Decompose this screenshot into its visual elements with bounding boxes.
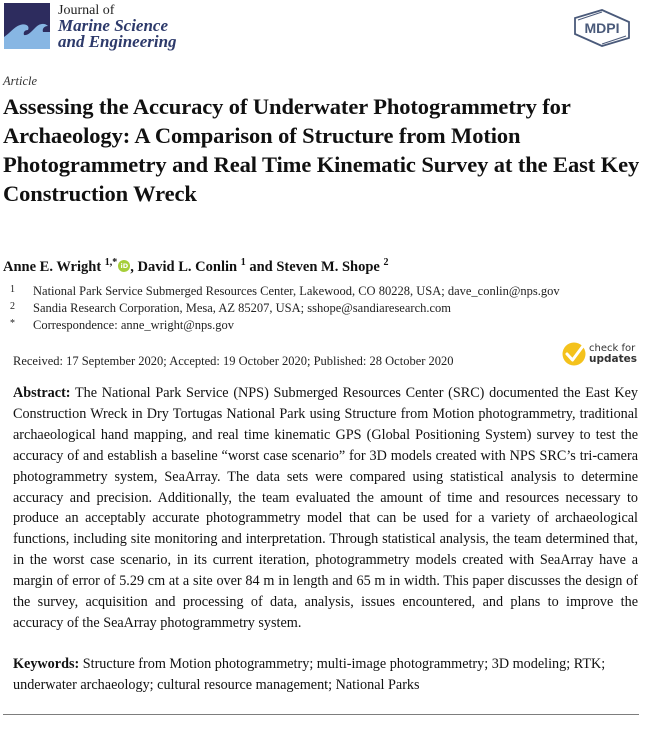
affiliation-item: [10, 300, 560, 317]
orcid-icon[interactable]: iD: [118, 260, 130, 272]
abstract-text: The National Park Service (NPS) Submerged Resources Center (SRC) documented the East Key Construction Wreck in Dry Tortugas National Park using Structure from Motion photogrammetry, traditional archaeological hand mapping, and real time kinematic GPS (Global Positioning System) survey to test the accuracy of and establish a baseline “worst case scenario” for 3D models created with NPS SRC’s tri-camera photogrammetry system, SeaArray. The data sets were compared using statistical analysis to determine accuracy and precision. Additionally, the team evaluated the amount of time and resources necessary to produce an acceptably accurate photogrammetry model that can be used for a variety of archaeological functions, including site monitoring and interpretation. Through statistical analysis, the team determined that, in the worst case scenario, in its current iteration, photogrammetry models created with SeaArray have a margin of error of 5.29 cm at a site over 84 m in length and 65 m in width. This paper discusses the design of the survey, acquisition and processing of data, analysis, issues encountered, and plans to improve the accuracy of the SeaArray photogrammetry system.: [13, 385, 639, 631]
journal-name-line3: and Engineering: [58, 32, 177, 51]
author-separator: ,: [130, 258, 138, 275]
check-for-updates-line1: check for: [589, 343, 636, 354]
publisher-logo: [572, 8, 632, 48]
journal-name-line1: Journal of: [58, 3, 115, 18]
affiliation-mark: 1: [10, 284, 15, 295]
author-affiliation-mark: 1,*: [104, 257, 118, 268]
author-separator: and: [245, 258, 277, 275]
journal-logo: [4, 3, 50, 49]
check-for-updates-line2: updates: [589, 353, 637, 365]
correspondence-text: Correspondence: anne_wright@nps.gov: [33, 318, 235, 332]
check-for-updates-label: [589, 343, 637, 365]
keywords-label: Keywords:: [13, 656, 80, 672]
check-for-updates-button[interactable]: [562, 342, 637, 366]
article-title: Assessing the Accuracy of Underwater Photogrammetry for Archaeology: A Comparison of Structure from Motion Photogrammetry and Real Time Kinematic Survey at the East Key Construction Wreck: [3, 94, 640, 206]
affiliation-text: Sandia Research Corporation, Mesa, AZ 85207, USA; sshope@sandiaresearch.com: [33, 301, 452, 315]
affiliation-item: [10, 283, 560, 300]
publication-dates: Received: 17 September 2020; Accepted: 19 October 2020; Published: 28 October 2020: [13, 354, 454, 368]
abstract-label: Abstract:: [13, 385, 71, 401]
journal-name: [58, 3, 177, 50]
author-list: [3, 257, 389, 276]
mdpi-logo-icon: [572, 8, 632, 48]
checkmark-icon: [562, 342, 586, 366]
affiliation-text: National Park Service Submerged Resources Center, Lakewood, CO 80228, USA; dave_conlin@nps.gov: [33, 284, 560, 298]
keywords: [13, 654, 638, 696]
abstract: [13, 383, 638, 634]
affiliation-mark: *: [10, 318, 15, 329]
author-name[interactable]: David L. Conlin: [137, 258, 238, 275]
journal-name-line2: Marine Science: [58, 16, 169, 35]
svg-text:MDPI: MDPI: [584, 20, 620, 36]
author-name[interactable]: Steven M. Shope: [276, 258, 380, 275]
correspondence-item: [10, 317, 560, 334]
affiliation-mark: 2: [10, 301, 15, 312]
section-divider: [3, 714, 639, 715]
affiliation-list: [10, 283, 560, 334]
author-affiliation-mark: 2: [383, 257, 389, 268]
author-name[interactable]: Anne E. Wright: [3, 258, 102, 275]
wave-logo-icon: [4, 3, 50, 49]
article-type: Article: [3, 74, 38, 88]
keywords-text: Structure from Motion photogrammetry; multi-image photogrammetry; 3D modeling; RTK; underwater archaeology; cultural resource management; National Parks: [13, 656, 606, 693]
author-affiliation-mark: 1: [240, 257, 246, 268]
